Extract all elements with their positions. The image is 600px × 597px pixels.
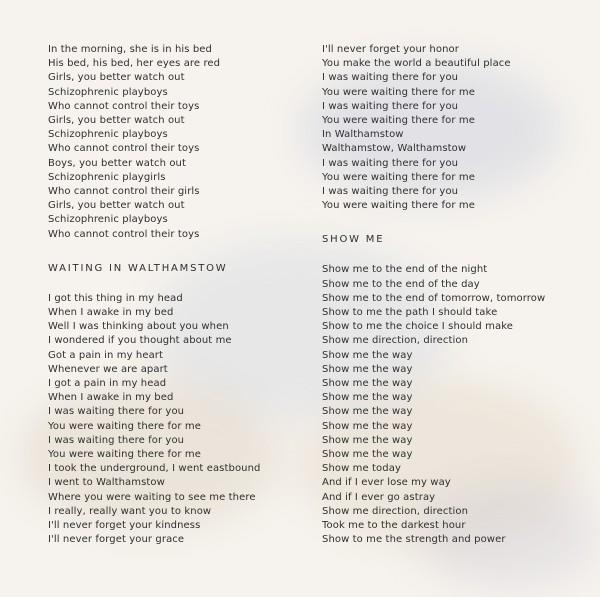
lyric-line: Show me the way bbox=[322, 349, 413, 361]
lyric-line: I really, really want you to know bbox=[48, 505, 212, 517]
lyric-line: His bed, his bed, her eyes are red bbox=[48, 58, 221, 70]
lyric-line: Who cannot control their toys bbox=[48, 100, 200, 112]
lyric-line: I'll never forget your kindness bbox=[48, 520, 201, 531]
lyric-line: Show me the way bbox=[322, 392, 413, 404]
song-title: WAITING IN WALTHAMSTOW bbox=[48, 262, 228, 274]
lyric-line: When I awake in my bed bbox=[48, 392, 174, 404]
lyric-line: Who cannot control their toys bbox=[48, 228, 200, 240]
lyric-line: I was waiting there for you bbox=[48, 434, 185, 446]
lyric-line: And if I ever lose my way bbox=[322, 477, 451, 489]
lyric-line: Boys, you better watch out bbox=[48, 157, 187, 169]
lyric-line: Show me the way bbox=[322, 363, 413, 375]
lyric-line: Schizophrenic playboys bbox=[48, 86, 168, 98]
lyric-line: Show me the way bbox=[322, 434, 413, 446]
lyric-line: I'll never forget your honor bbox=[322, 44, 459, 55]
lyric-line: Show me the way bbox=[322, 449, 413, 460]
lyric-line: Whenever we are apart bbox=[48, 363, 168, 375]
lyric-line: Show me to the end of tomorrow, tomorrow bbox=[322, 292, 546, 304]
lyric-line: Show me the way bbox=[322, 378, 413, 389]
lyric-line: Show me to the end of the day bbox=[322, 278, 480, 290]
lyric-line: You were waiting there for me bbox=[322, 86, 475, 98]
song-title: SHOW ME bbox=[322, 234, 385, 246]
lyric-line: Show me direction, direction bbox=[322, 505, 469, 517]
lyric-line: Got a pain in my heart bbox=[48, 349, 164, 361]
lyric-line: In Walthamstow bbox=[322, 129, 404, 141]
lyric-line: Show to me the choice I should make bbox=[322, 321, 513, 333]
lyric-line: You were waiting there for me bbox=[322, 200, 475, 212]
lyric-line: You make the world a beautiful place bbox=[322, 58, 511, 70]
lyric-line: Walthamstow, Walthamstow bbox=[322, 143, 467, 155]
lyric-line: I was waiting there for you bbox=[322, 100, 459, 112]
lyric-line: I'll never forget your grace bbox=[48, 534, 185, 546]
lyric-line: Show me direction, direction bbox=[322, 335, 469, 347]
lyric-line: Show to me the strength and power bbox=[322, 534, 506, 546]
lyric-line: Show me to the end of the night bbox=[322, 264, 488, 276]
lyric-line: Show me the way bbox=[322, 406, 413, 418]
lyric-line: I was waiting there for you bbox=[322, 72, 459, 84]
lyric-line: You were waiting there for me bbox=[322, 171, 475, 183]
lyric-line: Girls, you better watch out bbox=[48, 72, 185, 84]
lyric-line: Well I was thinking about you when bbox=[48, 321, 229, 333]
lyric-line: Where you were waiting to see me there bbox=[48, 491, 256, 503]
lyric-line: Schizophrenic playboys bbox=[48, 129, 168, 141]
lyric-line: Schizophrenic playboys bbox=[48, 214, 168, 226]
lyric-line: In the morning, she is in his bed bbox=[48, 44, 213, 55]
lyric-line: Show me today bbox=[322, 463, 401, 475]
lyric-line: I took the underground, I went eastbound bbox=[48, 463, 261, 475]
lyric-line: I was waiting there for you bbox=[322, 157, 459, 169]
lyric-line: And if I ever go astray bbox=[322, 491, 436, 503]
lyric-line: I got a pain in my head bbox=[48, 378, 167, 389]
lyric-line: Show me the way bbox=[322, 420, 413, 432]
lyric-line: When I awake in my bed bbox=[48, 307, 174, 318]
lyric-line: You were waiting there for me bbox=[48, 420, 201, 432]
lyric-line: I was waiting there for you bbox=[48, 406, 185, 418]
lyric-line: I was waiting there for you bbox=[322, 186, 459, 197]
lyric-line: I wondered if you thought about me bbox=[48, 335, 232, 347]
lyric-line: Took me to the darkest hour bbox=[322, 520, 466, 531]
lyric-line: Girls, you better watch out bbox=[48, 115, 185, 126]
lyric-line: I went to Walthamstow bbox=[48, 477, 165, 489]
lyric-line: Schizophrenic playgirls bbox=[48, 171, 166, 183]
lyric-line: You were waiting there for me bbox=[322, 115, 475, 126]
lyric-line: I got this thing in my head bbox=[48, 292, 183, 304]
lyric-line: Who cannot control their toys bbox=[48, 143, 200, 155]
lyric-line: You were waiting there for me bbox=[48, 449, 201, 460]
lyric-line: Girls, you better watch out bbox=[48, 200, 185, 212]
lyric-line: Who cannot control their girls bbox=[48, 186, 200, 197]
lyric-line: Show to me the path I should take bbox=[322, 307, 498, 318]
